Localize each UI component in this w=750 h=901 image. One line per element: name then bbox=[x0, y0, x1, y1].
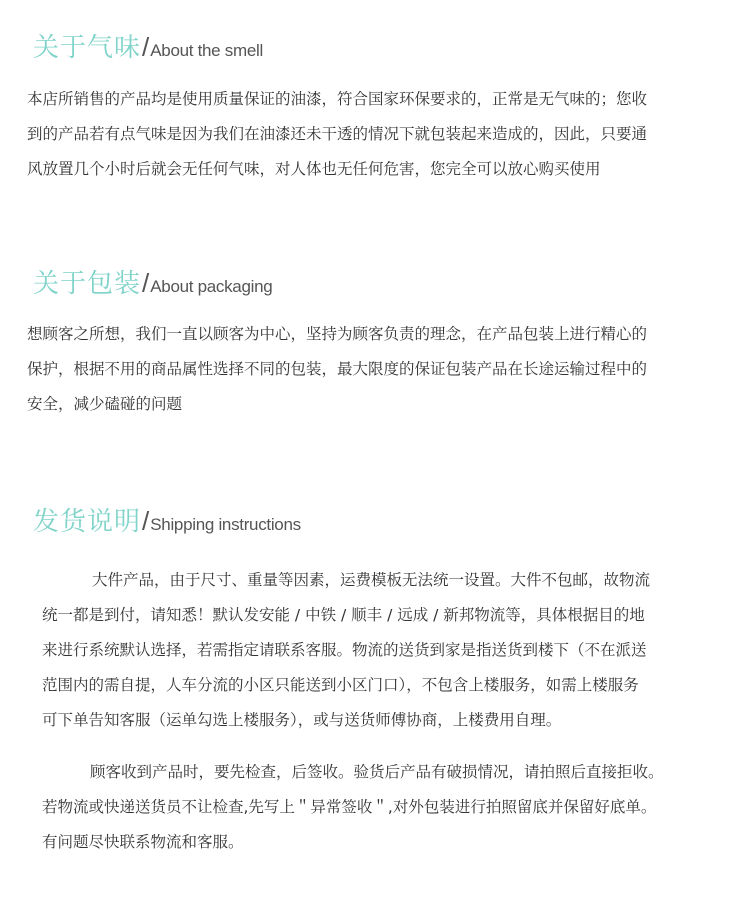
packaging-title-zh: 关于包装 bbox=[33, 269, 142, 299]
shipping-line: 统一都是到付，请知悉！默认发安能 / 中铁 / 顺丰 / 远成 / 新邦物流等，具体根据目的地 bbox=[42, 606, 645, 624]
shipping-line: 若物流或快递送货员不让检查,先写上＂异常签收＂,对外包装进行拍照留底并保留好底单。 bbox=[42, 798, 657, 816]
shipping-paragraph-1 bbox=[42, 563, 650, 738]
packaging-title-en: About packaging bbox=[150, 277, 273, 296]
shipping-line: 来进行系统默认选择，若需指定请联系客服。物流的送货到家是指送货到楼下（不在派送 bbox=[42, 641, 647, 659]
packaging-line: 保护，根据不用的商品属性选择不同的包装，最大限度的保证包装产品在长途运输过程中的 bbox=[27, 360, 648, 378]
shipping-line: 大件产品，由于尺寸、重量等因素，运费模板无法统一设置。大件不包邮，故物流 bbox=[92, 571, 651, 589]
smell-line: 风放置几个小时后就会无任何气味，对人体也无任何危害，您完全可以放心购买使用 bbox=[27, 160, 601, 178]
smell-line: 到的产品若有点气味是因为我们在油漆还未干透的情况下就包装起来造成的，因此，只要通 bbox=[27, 125, 648, 143]
smell-paragraph bbox=[27, 82, 647, 187]
shipping-title-slash: / bbox=[142, 506, 150, 536]
packaging-paragraph bbox=[27, 317, 647, 422]
shipping-line: 可下单告知客服（运单勾选上楼服务），或与送货师傅协商，上楼费用自理。 bbox=[42, 711, 562, 729]
shipping-title-zh: 发货说明 bbox=[33, 507, 142, 537]
smell-title-en: About the smell bbox=[150, 41, 263, 60]
smell-title-zh: 关于气味 bbox=[33, 33, 142, 63]
packaging-title-slash: / bbox=[142, 268, 150, 298]
shipping-heading bbox=[33, 508, 301, 535]
shipping-line: 有问题尽快联系物流和客服。 bbox=[42, 833, 244, 851]
smell-title-slash: / bbox=[142, 32, 150, 62]
shipping-line: 顾客收到产品时，要先检查，后签收。验货后产品有破损情况，请拍照后直接拒收。 bbox=[90, 763, 664, 781]
smell-heading bbox=[33, 34, 263, 61]
shipping-title-en: Shipping instructions bbox=[150, 515, 301, 534]
packaging-line: 想顾客之所想，我们一直以顾客为中心，坚持为顾客负责的理念，在产品包装上进行精心的 bbox=[27, 325, 648, 343]
packaging-line: 安全，减少磕碰的问题 bbox=[27, 395, 183, 413]
shipping-paragraph-2 bbox=[42, 755, 664, 860]
packaging-heading bbox=[33, 270, 272, 297]
smell-line: 本店所销售的产品均是使用质量保证的油漆，符合国家环保要求的，正常是无气味的；您收 bbox=[27, 90, 648, 108]
shipping-line: 范围内的需自提，人车分流的小区只能送到小区门口），不包含上楼服务，如需上楼服务 bbox=[42, 676, 639, 694]
